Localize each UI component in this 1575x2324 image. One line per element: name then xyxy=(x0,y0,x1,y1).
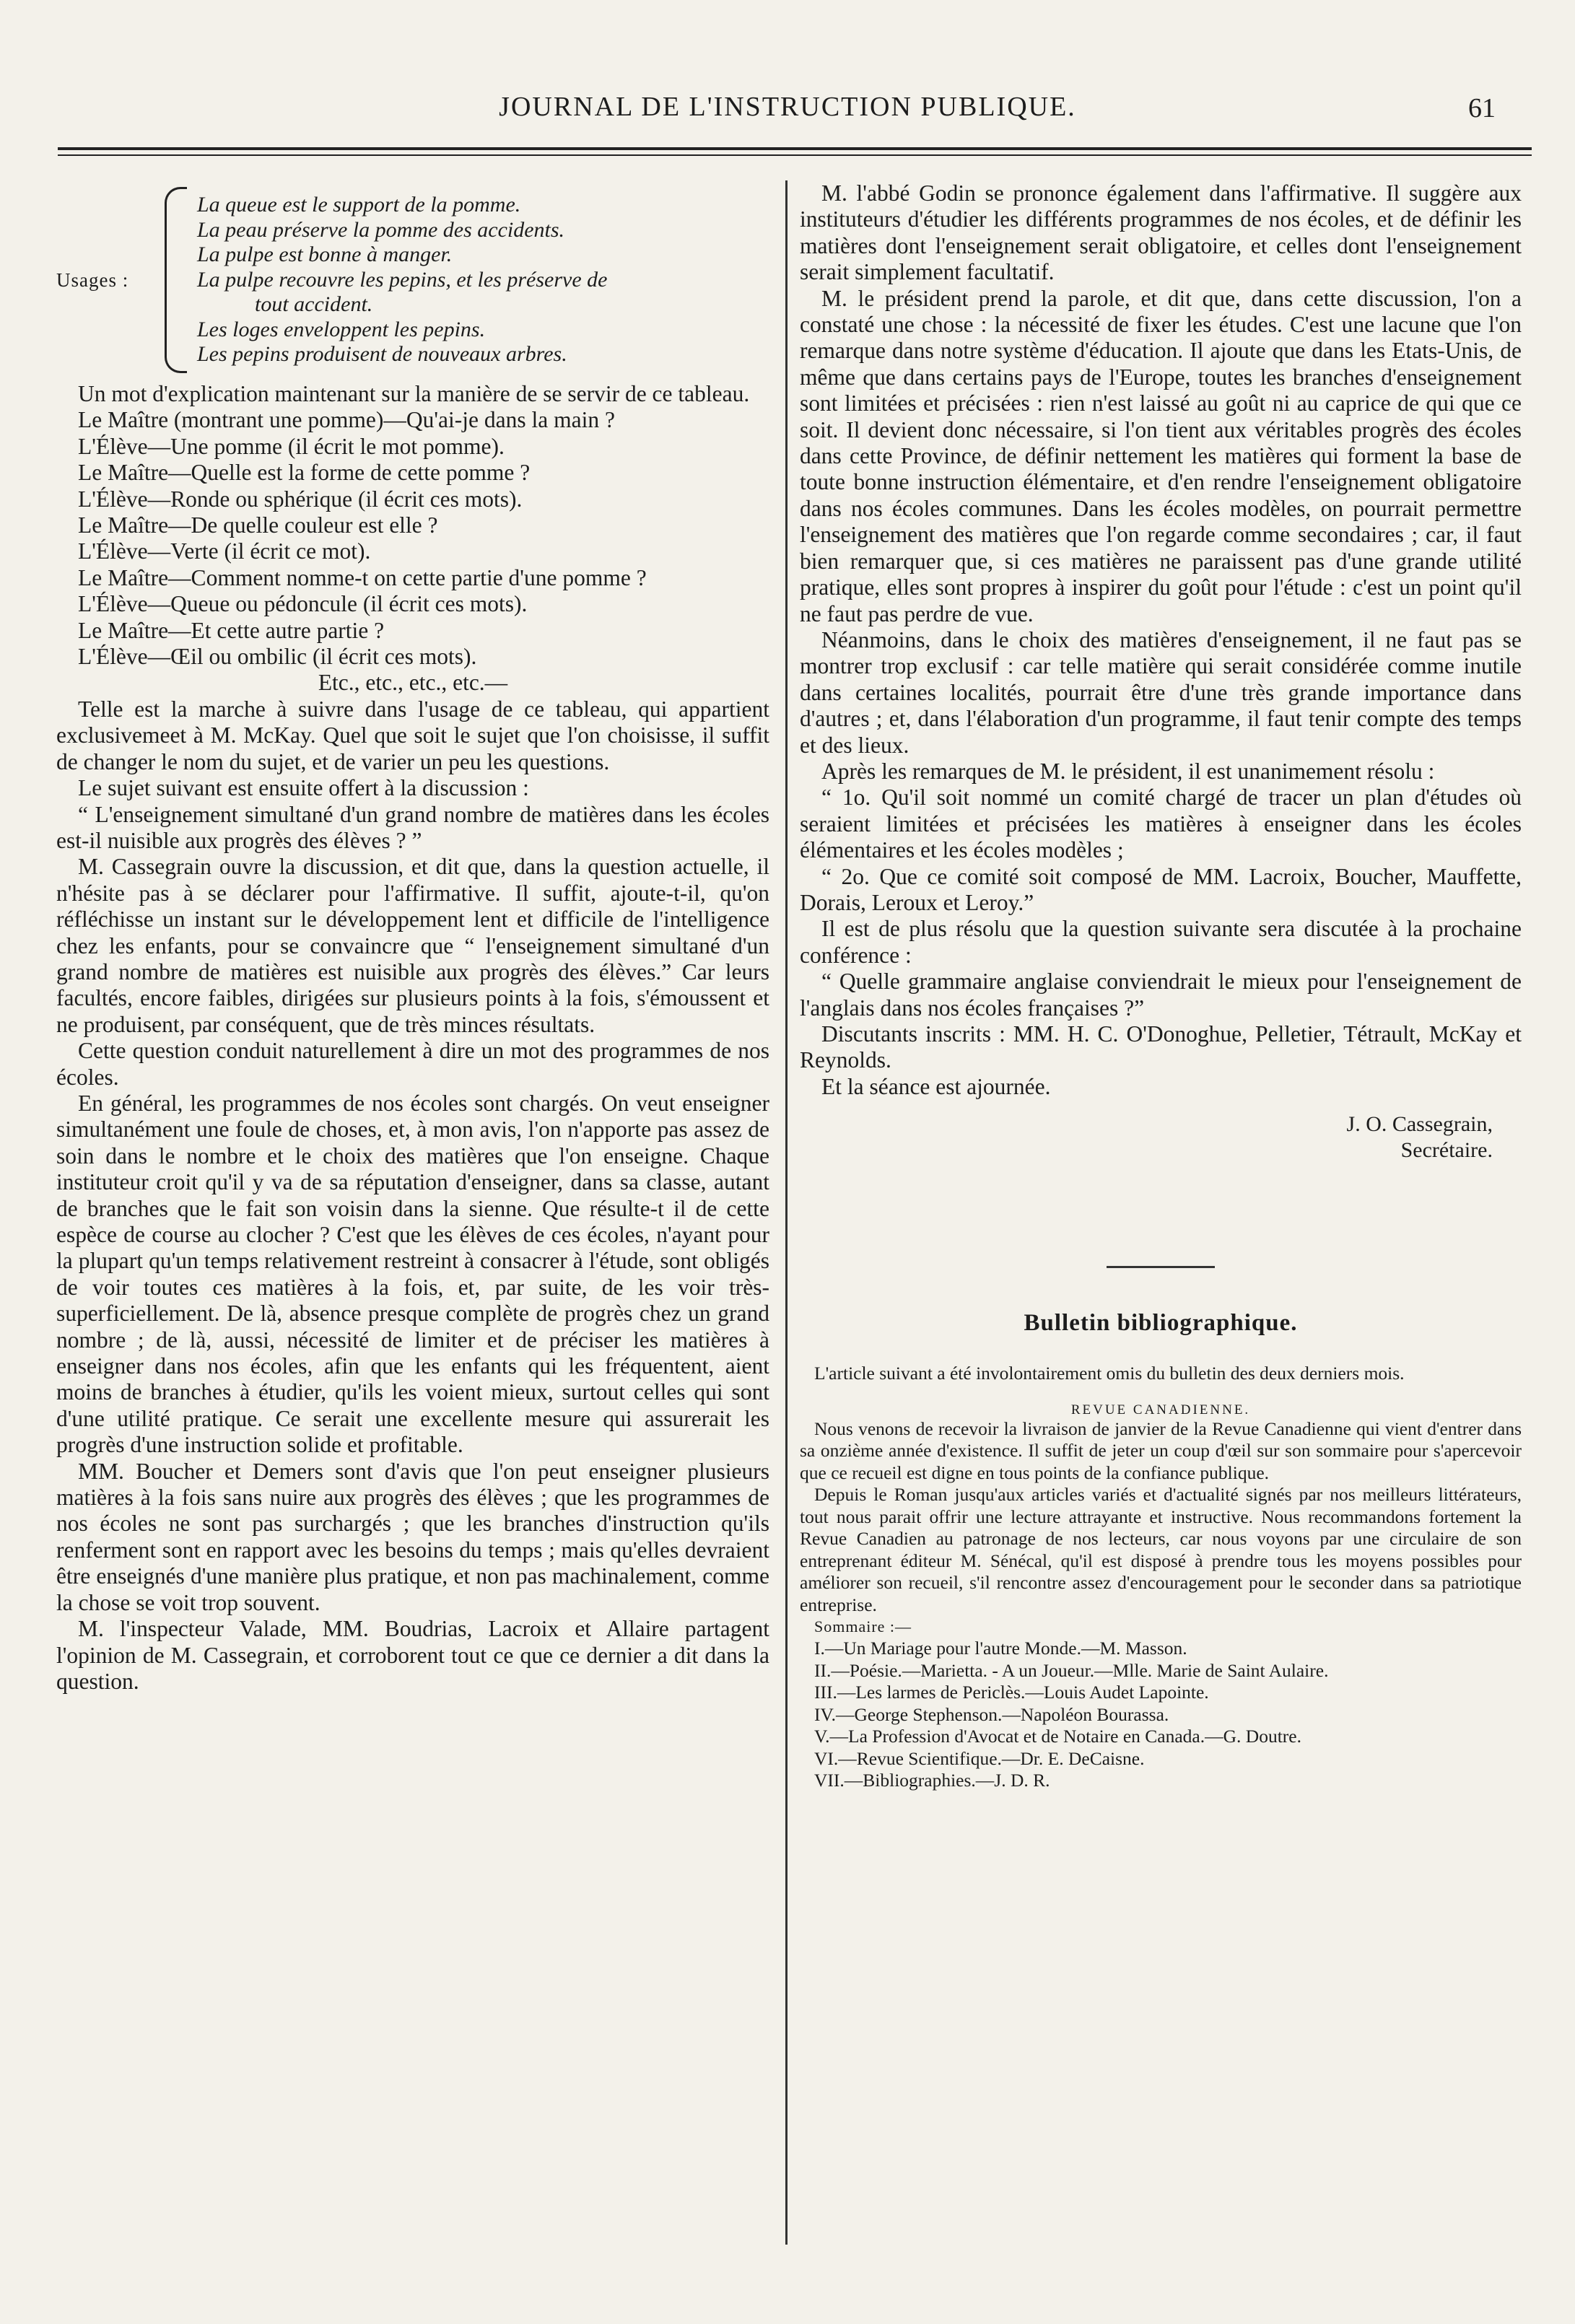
usages-table xyxy=(56,180,769,380)
journal-title: JOURNAL DE L'INSTRUCTION PUBLIQUE. xyxy=(499,92,1076,122)
brace-bracket xyxy=(165,187,187,373)
usage-item: tout accident. xyxy=(255,292,373,317)
paragraph: En général, les programmes de nos écoles sont chargés. On veut enseigner simultanément une foule de choses, et, à mon avis, l'on n'apporte pas assez de soin dans le nombre et le choix des matières que l'on enseigne. Chaque instituteur croit qu'il y va de sa réputation d'enseigner, dans sa classe, autant de branches que le fait son voisin dans la sienne. Que résulte-t il de cette espèce de course au clocher ? C'est que les élèves de ces écoles, n'ayant pour la plupart qu'un temps relativement restreint à consacrer à l'étude, sont obligés de voir toutes ces matières à la fois, et, par suite, de les voir très-superficiellement. De là, absence presque complète de progrès chez un grand nombre ; de là, aussi, nécessité de limiter et de préciser les matières à enseigner dans nos écoles, afin que les enfants qui les fréquentent, aient moins de branches à étudier, qu'ils les voient mieux, surtout celles qui sont d'une utilité pratique. Ce serait une excellente mesure qui assurerait les progrès d'une instruction solide et profitable. xyxy=(56,1090,769,1458)
paragraph: Néanmoins, dans le choix des matières d'enseignement, il ne faut pas se montrer trop exclusif : car telle matière qui serait considérée comme inutile dans certaines localités, pourrait être d'une très grande importance dans d'autres ; et, dans l'élaboration d'un programme, il faut tenir compte des temps et des lieux. xyxy=(800,626,1522,758)
paragraph: Cette question conduit naturellement à dire un mot des programmes de nos écoles. xyxy=(56,1038,769,1090)
usage-item: La pulpe recouvre les pepins, et les préserve de xyxy=(197,267,608,292)
revue-heading: REVUE CANADIENNE. xyxy=(1070,1402,1251,1417)
sommaire-item: III.—Les larmes de Periclès.—Louis Audet Lapointe. xyxy=(814,1682,1209,1703)
paragraph: Le sujet suivant est ensuite offert à la discussion : xyxy=(78,775,529,801)
paragraph: Après les remarques de M. le président, il est unanimement résolu : xyxy=(821,758,1435,784)
dialogue-line: L'Élève—Œil ou ombilic (il écrit ces mots). xyxy=(78,644,477,670)
bulletin-paragraph: Depuis le Roman jusqu'aux articles variés et d'actualité signés par nos meilleurs littérateurs, tout nous parait offrir une lecture attrayante et instructive. Nous recommandons fortement la Revue Canadien au patronage de nos lecteurs, car nous voyons par une circulaire de son entreprenant éditeur M. Sénécal, qu'il est disposé à prendre tous les moyens possibles pour améliorer son recueil, s'il rencontre assez d'encouragement pour le seconder dans sa patriotique entreprise. xyxy=(800,1484,1522,1615)
usage-item: Les pepins produisent de nouveaux arbres. xyxy=(197,342,567,367)
signature-title: Secrétaire. xyxy=(1400,1138,1493,1163)
sommaire-item: I.—Un Mariage pour l'autre Monde.—M. Masson. xyxy=(814,1638,1187,1659)
etc-line: Etc., etc., etc., etc.— xyxy=(318,670,508,696)
resolution-item: “ 2o. Que ce comité soit composé de MM. Lacroix, Boucher, Mauffette, Dorais, Leroux et Leroy.” xyxy=(800,863,1522,915)
paragraph: Discutants inscrits : MM. H. C. O'Donoghue, Pelletier, Tétrault, McKay et Reynolds. xyxy=(800,1021,1522,1073)
sommaire-item: VII.—Bibliographies.—J. D. R. xyxy=(814,1770,1050,1791)
dialogue-line: L'Élève—Queue ou pédoncule (il écrit ces mots). xyxy=(78,591,528,617)
page-number: 61 xyxy=(1468,93,1496,123)
sommaire-item: II.—Poésie.—Marietta. - A un Joueur.—Mlle. Marie de Saint Aulaire. xyxy=(814,1659,1329,1681)
usage-item: La queue est le support de la pomme. xyxy=(197,193,521,217)
signature-name: J. O. Cassegrain, xyxy=(1346,1112,1493,1137)
dialogue-line: L'Élève—Ronde ou sphérique (il écrit ces mots). xyxy=(78,486,523,512)
left-column xyxy=(56,180,769,1695)
bulletin-section xyxy=(800,1310,1522,1792)
paragraph: Un mot d'explication maintenant sur la manière de se servir de ce tableau. xyxy=(78,381,750,406)
paragraph: M. l'abbé Godin se prononce également dans l'affirmative. Il suggère aux instituteurs d'étudier les différents programmes de nos écoles, et de définir les matières dont l'enseignement serait obligatoire, et celles dont l'enseignement serait simplement facultatif. xyxy=(800,180,1522,285)
paragraph: M. Cassegrain ouvre la discussion, et dit que, dans la question actuelle, il n'hésite pas à se déclarer pour l'affirmative. Il suffit, ajoute-t-il, qu'on réfléchisse un instant sur le développement lent et difficile de l'intelligence chez les enfants, pour se convaincre que “ l'enseignement simultané d'un grand nombre de matières est nuisible aux progrès des élèves.” Car leurs facultés, encore faibles, dirigées sur plusieurs points à la fois, s'émoussent et ne produisent, par conséquent, que de très minces résultats. xyxy=(56,854,769,1037)
usages-label: Usages : xyxy=(56,268,129,291)
dialogue-line: Le Maître—Quelle est la forme de cette pomme ? xyxy=(78,460,531,486)
column-divider xyxy=(785,180,788,2245)
paragraph: Telle est la marche à suivre dans l'usage de ce tableau, qui appartient exclusivemeet à M. McKay. Quel que soit le sujet que l'on choisisse, il suffit de changer le nom du sujet, et de varier un peu les questions. xyxy=(56,696,769,774)
resolution-item: “ 1o. Qu'il soit nommé un comité chargé de tracer un plan d'études où seraient limitées et précisées les matières à enseigner dans les écoles élémentaires et les écoles modèles ; xyxy=(800,785,1522,863)
dialogue-line: Le Maître—De quelle couleur est elle ? xyxy=(78,512,438,538)
paragraph: Il est de plus résolu que la question suivante sera discutée à la prochaine conférence : xyxy=(800,916,1522,968)
bulletin-paragraph: Nous venons de recevoir la livraison de janvier de la Revue Canadienne qui vient d'entrer dans sa onzième année d'existence. Il suffit de jeter un coup d'œil sur son sommaire pour s'apercevoir que ce recueil est digne en tous points de la confiance publique. xyxy=(800,1417,1522,1483)
running-header xyxy=(58,85,1517,128)
header-rule-thin xyxy=(58,154,1532,156)
section-separator xyxy=(1107,1266,1215,1268)
sommaire-item: V.—La Profession d'Avocat et de Notaire en Canada.—G. Doutre. xyxy=(814,1726,1301,1747)
usage-item: Les loges enveloppent les pepins. xyxy=(197,317,486,341)
sommaire-label: Sommaire :— xyxy=(814,1617,912,1636)
usage-item: La pulpe est bonne à manger. xyxy=(197,243,453,267)
usages-list xyxy=(197,193,769,367)
bulletin-intro: L'article suivant a été involontairement omis du bulletin des deux derniers mois. xyxy=(814,1363,1405,1384)
dialogue-line: L'Élève—Verte (il écrit ce mot). xyxy=(78,538,371,564)
dialogue-line: Le Maître—Et cette autre partie ? xyxy=(78,617,385,643)
sommaire-list xyxy=(800,1638,1522,1792)
paragraph: M. l'inspecteur Valade, MM. Boudrias, Lacroix et Allaire partagent l'opinion de M. Cassegrain, et corroborent tout ce que ce dernier a dit dans la question. xyxy=(56,1616,769,1694)
paragraph: Et la séance est ajournée. xyxy=(821,1073,1051,1099)
quoted-question: “ L'enseignement simultané d'un grand nombre de matières dans les écoles est-il nuisible aux progrès des élèves ? ” xyxy=(56,801,769,853)
dialogue-line: Le Maître (montrant une pomme)—Qu'ai-je dans la main ? xyxy=(78,407,615,433)
paragraph: M. le président prend la parole, et dit que, dans cette discussion, l'on a constaté une chose : la nécessité de fixer les études. C'est une lacune que l'on remarque dans notre système d'éducation. Il ajoute que dans les Etats-Unis, de même que dans certains pays de l'Europe, toutes les branches d'enseignement sont limitées et précisées : rien n'est laissé au goût ni au caprice de qui que ce soit. Il devient donc nécessaire, si l'on tient aux véritables progrès des écoles dans cette Province, de définir nettement les matières qui forment la base de toute bonne instruction élémentaire, et d'en rendre l'enseignement obligatoire dans nos écoles communes. Dans les écoles modèles, on pourrait permettre l'enseignement des matières que l'on regarde comme secondaires ; car, il faut bien remarquer que, si ces matières ne paraissent pas d'une grande utilité pratique, elles sont propres à inspirer du goût pour l'étude : c'est un point qu'il ne faut pas perdre de vue. xyxy=(800,285,1522,626)
right-column xyxy=(800,180,1522,1792)
paragraph: MM. Boucher et Demers sont d'avis que l'on peut enseigner plusieurs matières à la fois sans nuire aux progrès des élèves ; que les programmes de nos écoles ne sont pas surchargés ; que les branches d'instruction qu'ils renferment sont en rapport avec les besoins du temps ; mais qu'elles devraient être enseignés d'une manière plus pratique, et non pas machinalement, comme la chose se voit trop souvent. xyxy=(56,1458,769,1615)
sommaire-item: IV.—George Stephenson.—Napoléon Bourassa. xyxy=(814,1703,1169,1725)
usage-item: La peau préserve la pomme des accidents. xyxy=(197,217,565,242)
dialogue-line: L'Élève—Une pomme (il écrit le mot pomme). xyxy=(78,433,505,459)
sommaire-item: VI.—Revue Scientifique.—Dr. E. DeCaisne. xyxy=(814,1747,1145,1769)
header-rule-thick xyxy=(58,147,1532,150)
quoted-question: “ Quelle grammaire anglaise conviendrait le mieux pour l'enseignement de l'anglais dans nos écoles françaises ?” xyxy=(800,969,1522,1021)
dialogue-line: Le Maître—Comment nomme-t on cette partie d'une pomme ? xyxy=(78,564,647,590)
bulletin-title: Bulletin bibliographique. xyxy=(1024,1310,1298,1337)
